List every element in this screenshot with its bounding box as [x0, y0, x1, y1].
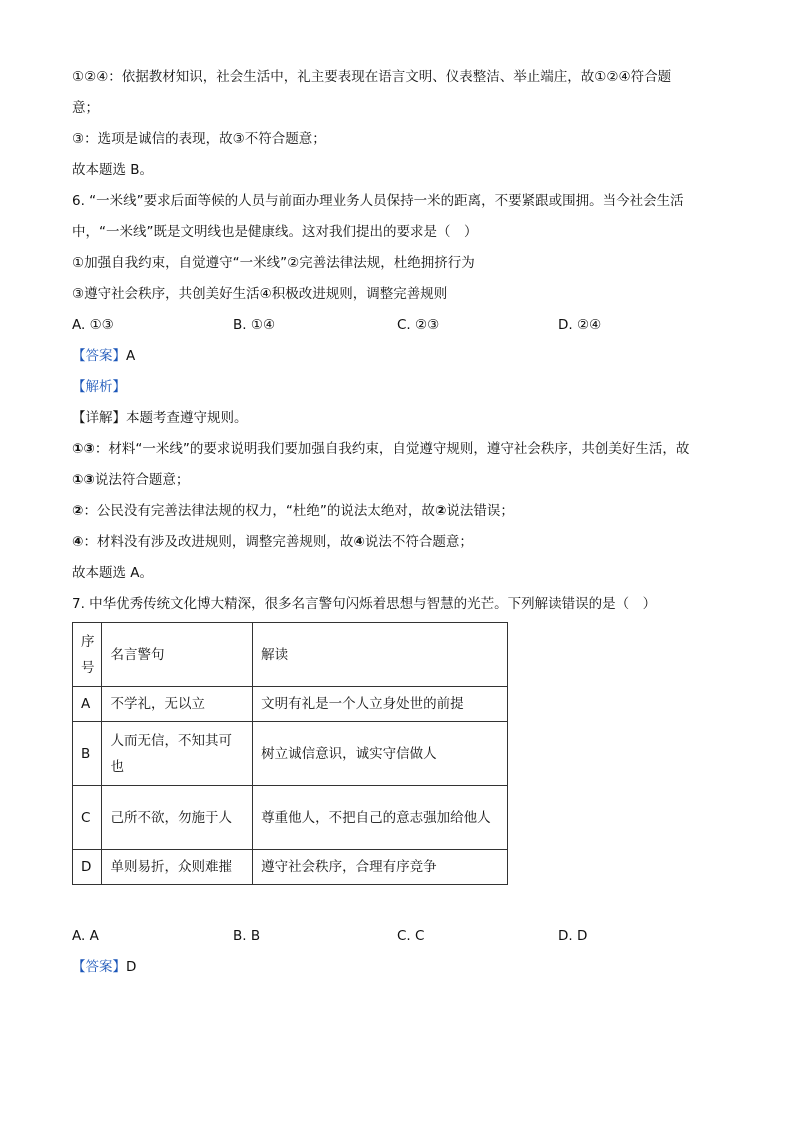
option-c: C. C	[397, 928, 425, 944]
table-cell: 文明有礼是一个人立身处世的前提	[253, 687, 508, 722]
question-6-stem: 中，“一米线”既是文明线也是健康线。这对我们提出的要求是（ ）	[72, 224, 478, 240]
question-6-stem: 6. “一米线”要求后面等候的人员与前面办理业务人员保持一米的距离，不要紧跟或围拥。当今社会生活	[72, 193, 684, 209]
detail-line	[72, 403, 732, 434]
table-cell: D	[73, 850, 102, 885]
table-cell: 遵守社会秩序，合理有序竞争	[253, 850, 508, 885]
table-cell: 单则易折，众则难摧	[102, 850, 253, 885]
explanation-line: ①②④：依据教材知识，社会生活中，礼主要表现在语言文明、仪表整洁、举止端庄，故①②④符合题	[72, 69, 672, 85]
option-a: A. A	[72, 928, 99, 944]
table-header-row	[73, 623, 508, 687]
option-b: B. B	[233, 928, 261, 944]
table-header-cell: 名言警句	[102, 623, 253, 687]
explanation-line: ③：选项是诚信的表现，故③不符合题意；	[72, 131, 326, 147]
conclusion-line: 故本题选 B。	[72, 162, 154, 178]
table-row	[73, 850, 508, 885]
table-row	[73, 687, 508, 722]
table-row	[73, 786, 508, 850]
answer-line	[72, 952, 732, 983]
table-cell: 尊重他人，不把自己的意志强加给他人	[253, 786, 508, 850]
question-6-item: ①加强自我约束，自觉遵守“一米线”②完善法律法规，杜绝拥挤行为	[72, 255, 475, 271]
option-a: A. ①③	[72, 317, 114, 333]
question-7-stem: 7. 中华优秀传统文化博大精深，很多名言警句闪烁着思想与智慧的光芒。下列解读错误的是（ ）	[72, 596, 657, 612]
answer-tag: 【答案】	[72, 348, 126, 364]
analysis-tag: 【解析】	[72, 379, 126, 395]
document-page	[72, 62, 732, 983]
question-6-item: ③遵守社会秩序，共创美好生活④积极改进规则，调整完善规则	[72, 286, 448, 302]
answer-value: A	[126, 348, 136, 364]
option-b: B. ①④	[233, 317, 276, 333]
table-header-cell: 序号	[73, 623, 102, 687]
option-c: C. ②③	[397, 317, 440, 333]
detail-text: 本题考查遵守规则。	[126, 410, 248, 426]
table-header-cell: 解读	[253, 623, 508, 687]
detail-tag: 【详解】	[72, 410, 126, 426]
question-6-options	[72, 310, 732, 341]
answer-line	[72, 341, 732, 372]
explanation-line: ②：公民没有完善法律法规的权力，“杜绝”的说法太绝对，故②说法错误；	[72, 503, 514, 519]
answer-value: D	[126, 959, 137, 975]
table-cell: C	[73, 786, 102, 850]
conclusion-line: 故本题选 A。	[72, 565, 154, 581]
table-cell: 人而无信，不知其可也	[102, 722, 253, 786]
quote-table	[72, 622, 508, 885]
explanation-line: ①③说法符合题意；	[72, 472, 190, 488]
explanation-line: ①③：材料“一米线”的要求说明我们要加强自我约束，自觉遵守规则，遵守社会秩序，共创美好生活，故	[72, 441, 690, 457]
answer-tag: 【答案】	[72, 959, 126, 975]
table-cell: A	[73, 687, 102, 722]
table-cell: 不学礼，无以立	[102, 687, 253, 722]
option-d: D. D	[558, 928, 588, 944]
option-d: D. ②④	[558, 317, 602, 333]
table-cell: 树立诚信意识，诚实守信做人	[253, 722, 508, 786]
explanation-line: ④：材料没有涉及改进规则，调整完善规则，故④说法不符合题意；	[72, 534, 473, 550]
table-row	[73, 722, 508, 786]
table-cell: 己所不欲，勿施于人	[102, 786, 253, 850]
table-cell: B	[73, 722, 102, 786]
question-7-options	[72, 921, 732, 952]
analysis-line	[72, 372, 732, 403]
explanation-line: 意；	[72, 100, 99, 116]
